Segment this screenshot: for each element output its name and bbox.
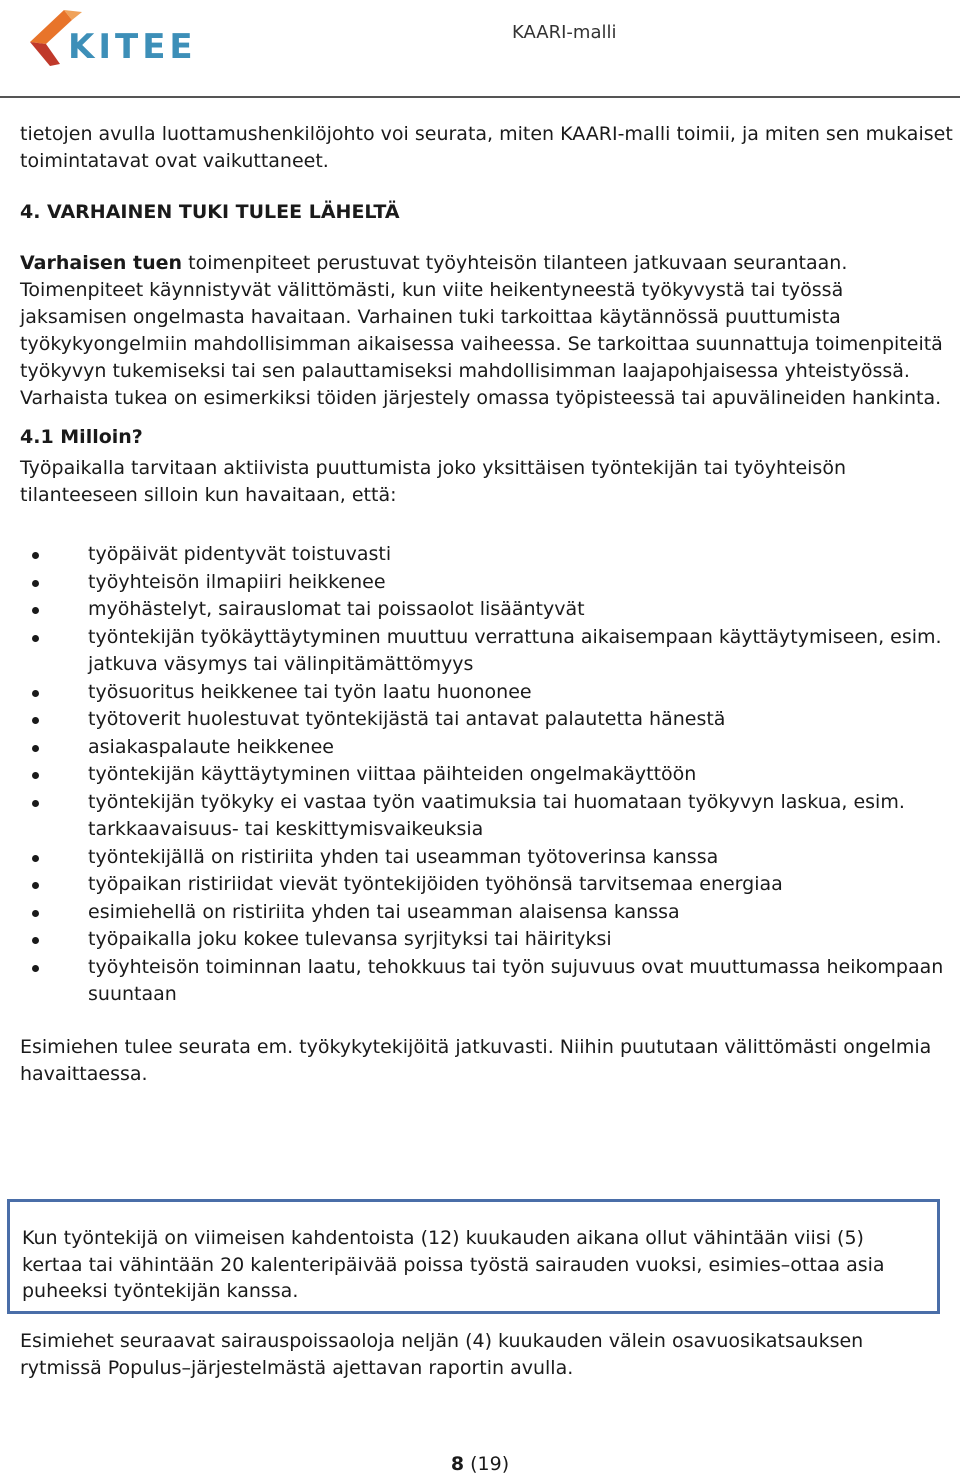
list-item: esimiehellä on ristiriita yhden tai useamman alaisensa kanssa xyxy=(20,899,955,927)
criteria-list xyxy=(20,541,955,1009)
page-number: 8 xyxy=(450,1453,465,1475)
bullet-icon xyxy=(32,910,39,917)
bullet-icon xyxy=(32,772,39,779)
bullet-icon xyxy=(32,882,39,889)
intro-paragraph: tietojen avulla luottamushenkilöjohto voi seurata, miten KAARI-malli toimii, ja miten sen mukaiset toimintatavat ovat vaikuttaneet. xyxy=(20,123,953,172)
bullet-icon xyxy=(32,580,39,587)
section-4-lead: Varhaisen tuen xyxy=(20,252,183,274)
bullet-icon xyxy=(32,855,39,862)
list-item: työtoverit huolestuvat työntekijästä tai antavat palautetta hänestä xyxy=(20,706,955,734)
list-item: työpaikalla joku kokee tulevansa syrjityksi tai häirityksi xyxy=(20,926,955,954)
body-content xyxy=(20,121,955,1088)
page-header xyxy=(0,0,960,98)
list-item: työsuoritus heikkenee tai työn laatu huononee xyxy=(20,679,955,707)
bullet-icon xyxy=(32,607,39,614)
section-4-paragraph xyxy=(20,250,955,412)
list-item: myöhästelyt, sairauslomat tai poissaolot lisääntyvät xyxy=(20,596,955,624)
bullet-icon xyxy=(32,552,39,559)
list-item: työntekijän työkäyttäytyminen muuttuu verrattuna aikaisempaan käyttäytymiseen, esim. jatkuva väsymys tai välinpitämättömyys xyxy=(20,624,955,679)
bullet-icon xyxy=(32,635,39,642)
bullet-icon xyxy=(32,965,39,972)
list-item: työpaikan ristiriidat vievät työntekijöiden työhönsä tarvitsemaa energiaa xyxy=(20,871,955,899)
header-divider xyxy=(0,96,960,98)
kitee-logo xyxy=(20,6,220,68)
list-item: työyhteisön toiminnan laatu, tehokkuus tai työn sujuvuus ovat muuttumassa heikompaan suuntaan xyxy=(20,954,955,1009)
highlight-box xyxy=(7,1199,940,1314)
list-item: asiakaspalaute heikkenee xyxy=(20,734,955,762)
section-4-heading: 4. VARHAINEN TUKI TULEE LÄHELTÄ xyxy=(20,201,400,223)
bullet-icon xyxy=(32,800,39,807)
section-41-heading: 4.1 Milloin? xyxy=(20,426,143,448)
after-list-paragraph: Esimiehen tulee seurata em. työkykytekijöitä jatkuvasti. Niihin puututaan välittömästi ongelmia havaittaessa. xyxy=(20,1035,932,1085)
highlight-box-text: Kun työntekijä on viimeisen kahdentoista (12) kuukauden aikana ollut vähintään viisi (5) kertaa tai vähintään 20 kalenteripäivää poissa työstä sairauden vuoksi, esimies–ottaa asia puheeksi työntekijän kanssa. xyxy=(22,1227,885,1302)
list-item: työntekijän käyttäytyminen viittaa päihteiden ongelmakäyttöön xyxy=(20,761,955,789)
list-item: työntekijän työkyky ei vastaa työn vaatimuksia tai huomataan työkyvyn laskua, esim. tarkkaavaisuus- tai keskittymisvaikeuksia xyxy=(20,789,955,844)
list-item: työyhteisön ilmapiiri heikkenee xyxy=(20,569,955,597)
page-total: (19) xyxy=(470,1453,510,1475)
bullet-icon xyxy=(32,690,39,697)
section-41-intro: Työpaikalla tarvitaan aktiivista puuttumista joko yksittäisen työntekijän tai työyhteisön tilanteeseen silloin kun havaitaan, että: xyxy=(20,457,846,506)
logo-wordmark: KITEE xyxy=(68,27,197,67)
list-item: työntekijällä on ristiriita yhden tai useamman työtoverinsa kanssa xyxy=(20,844,955,872)
document-title: KAARI-malli xyxy=(512,22,617,43)
list-item: työpäivät pidentyvät toistuvasti xyxy=(20,541,955,569)
bullet-icon xyxy=(32,937,39,944)
bullet-icon xyxy=(32,745,39,752)
section-4-body: toimenpiteet perustuvat työyhteisön tilanteen jatkuvaan seurantaan. Toimenpiteet käynnistyvät välittömästi, kun viite heikentyneestä työkyvystä tai työssä jaksamisen ongelmasta havaitaan. Varhainen tuki tarkoittaa käytännössä puuttumista työkykyongelmiin mahdollisimman aikaisessa vaiheessa. Se tarkoittaa suunnattuja toimenpiteitä työkyvyn tukemiseksi tai sen palauttamiseksi mahdollisimman laajapohjaisessa yhteistyössä. Varhaista tukea on esimerkiksi töiden järjestely omassa työpisteessä tai apuvälineiden hankinta. xyxy=(20,252,943,409)
closing-paragraph: Esimiehet seuraavat sairauspoissaoloja neljän (4) kuukauden välein osavuosikatsauksen rytmissä Populus–järjestelmästä ajettavan raportin avulla. xyxy=(20,1330,864,1379)
bullet-icon xyxy=(32,717,39,724)
page-footer xyxy=(0,1453,960,1475)
